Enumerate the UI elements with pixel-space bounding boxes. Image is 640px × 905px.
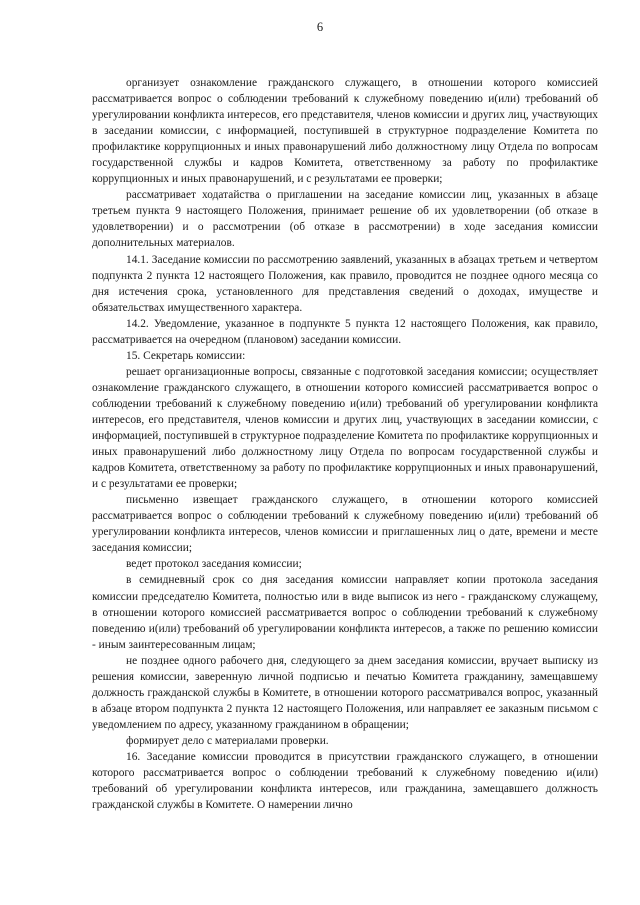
paragraph-familiarization: организует ознакомление гражданского служащего, в отношении которого комиссией рассматривается вопрос о соблюдении требований к служебному поведению и(или) требований об урегулировании конфликта интересов, его представителя, членов комиссии и других лиц, участвующих в заседании комиссии, с информацией, поступившей в структурное подразделение Комитета по профилактике коррупционных и иных правонарушений либо должностному лицу Отдела по вопросам государственной службы и кадров Комитета, ответственному за работу по профилактике коррупционных и иных правонарушений, и с результатами ее проверки; [92, 77, 598, 186]
paragraph-secretary-sends-copies: в семидневный срок со дня заседания комиссии направляет копии протокола заседания комиссии председателю Комитета, полностью или в виде выписок из него - гражданскому служащему, в отношении которого комиссией рассматривается вопрос о соблюдении требований к служебному поведению и(или) требований об урегулировании конфликта интересов, а также по решению комиссии - иным заинтересованным лицам; [92, 574, 598, 651]
paragraph-secretary-forms-file: формирует дело с материалами проверки. [126, 734, 329, 747]
document-body [92, 75, 598, 813]
paragraph-secretary-delivers-extract: не позднее одного рабочего дня, следующего за днем заседания комиссии, вручает выписку из решения комиссии, заверенную личной подписью и печатью Комитета гражданину, замещавшему должность гражданской службы в Комитете, в отношении которого рассматривался вопрос, указанный в абзаце втором подпункта 2 пункта 12 настоящего Положения, или направляет ее заказным письмом с уведомлением по адресу, указанному гражданином в обращении; [92, 654, 598, 731]
paragraph-14-1: 14.1. Заседание комиссии по рассмотрению заявлений, указанных в абзацах третьем и четвертом подпункта 2 пункта 12 настоящего Положения, как правило, проводится не позднее одного месяца со дня истечения срока, установленного для представления сведений о доходах, имуществе и обязательствах имущественного характера. [92, 253, 598, 314]
paragraph-secretary-notifies: письменно извещает гражданского служащего, в отношении которого комиссией рассматривается вопрос о соблюдении требований к служебному поведению и(или) требований об урегулировании конфликта интересов, членов комиссии и приглашенных лиц о дате, времени и месте заседания комиссии; [92, 494, 598, 555]
page-number: 6 [316, 20, 324, 34]
paragraph-16: 16. Заседание комиссии проводится в присутствии гражданского служащего, в отношении которого рассматривается вопрос о соблюдении требований к служебному поведению и(или) требований об урегулировании конфликта интересов, или гражданина, замещавшего должность гражданской службы в Комитете. О намерении лично [92, 750, 598, 812]
paragraph-15-heading: 15. Секретарь комиссии: [126, 349, 246, 362]
paragraph-secretary-organizes: решает организационные вопросы, связанные с подготовкой заседания комиссии; осуществляет ознакомление гражданского служащего, в отношении которого комиссией рассматривается вопрос о соблюдении требований к служебному поведению и(или) требований об урегулировании конфликта интересов, его представителя, членов комиссии и других лиц, участвующих в заседании комиссии, с информацией, поступившей в структурное подразделение Комитета по профилактике коррупционных и иных правонарушений либо должностному лицу Отдела по вопросам государственной службы и кадров Комитета, ответственному за работу по профилактике коррупционных и иных правонарушений, и с результатами ее проверки; [92, 365, 598, 491]
paragraph-petitions: рассматривает ходатайства о приглашении на заседание комиссии лиц, указанных в абзаце третьем пункта 9 настоящего Положения, принимает решение об их удовлетворении (об отказе в удовлетворении) и о рассмотрении (об отказе в рассмотрении) в ходе заседания комиссии дополнительных материалов. [92, 189, 598, 250]
paragraph-secretary-minutes: ведет протокол заседания комиссии; [126, 558, 302, 571]
paragraph-14-2: 14.2. Уведомление, указанное в подпункте 5 пункта 12 настоящего Положения, как правило, рассматривается на очередном (плановом) заседании комиссии. [92, 317, 598, 346]
